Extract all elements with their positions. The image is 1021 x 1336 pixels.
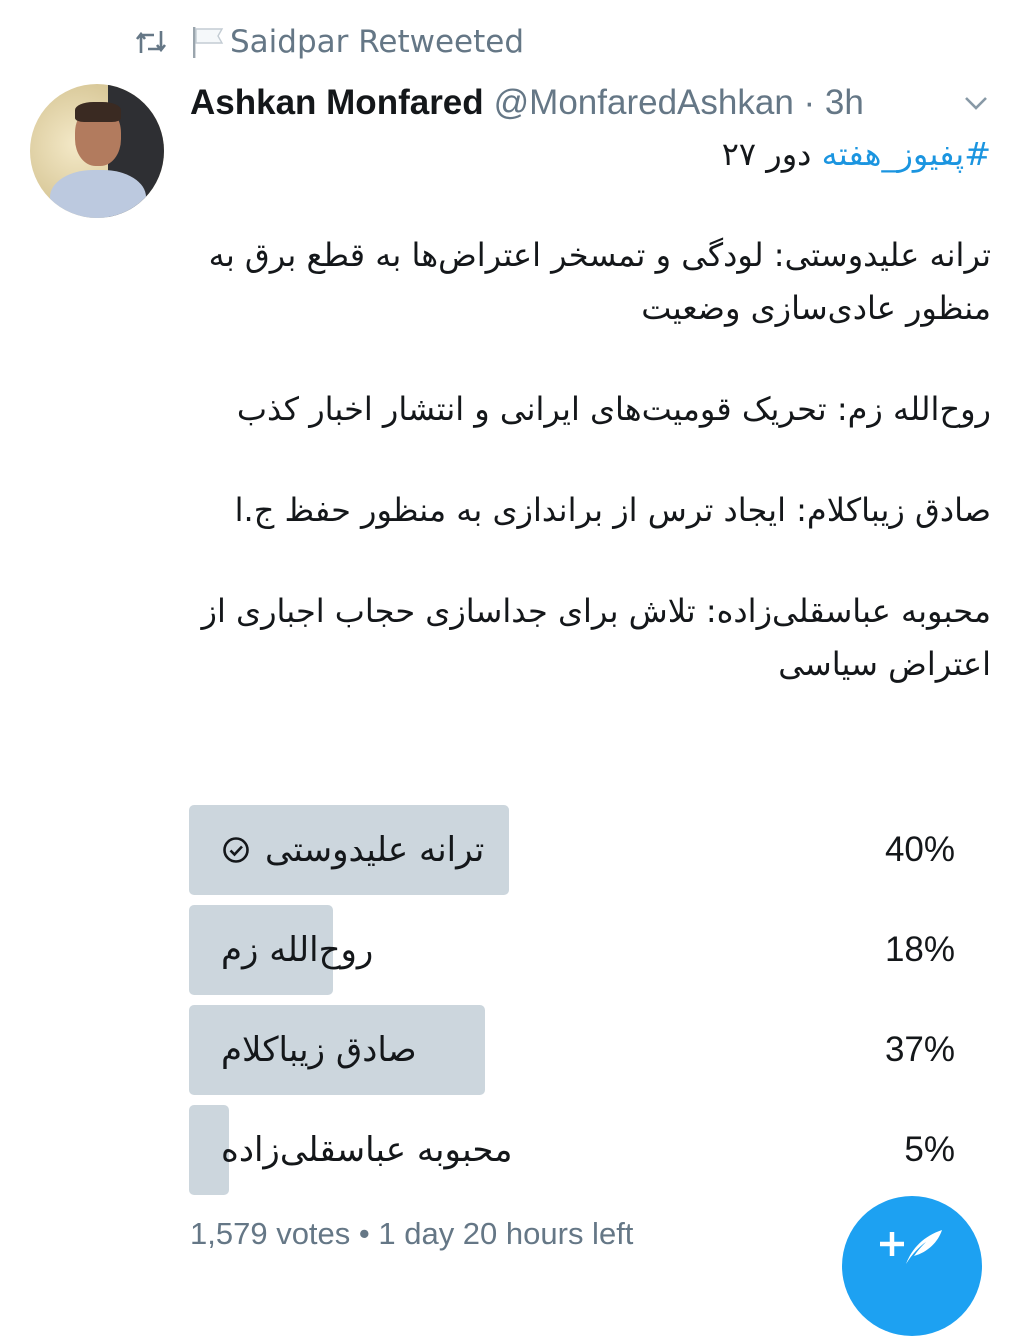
- author-handle-and-time[interactable]: @MonfaredAshkan · 3h: [493, 83, 864, 122]
- retweet-text: Saidpar Retweeted: [230, 24, 525, 60]
- check-circle-icon: [221, 835, 251, 865]
- tweet-paragraph: صادق زیباکلام: ایجاد ترس از براندازی به منظور حفظ ج.ا: [234, 491, 991, 529]
- tweet-paragraph: محبوبه عباسقلی‌زاده: تلاش برای جداسازی حجاب اجباری از اعتراض سیاسی: [201, 592, 991, 683]
- tweet-header: [190, 80, 991, 126]
- poll-percentage: 37%: [884, 1030, 955, 1069]
- poll: [189, 805, 955, 1205]
- poll-option-text: صادق زیباکلام: [221, 1030, 417, 1070]
- poll-footer: 1,579 votes • 1 day 20 hours left: [190, 1216, 634, 1251]
- author-name[interactable]: Ashkan Monfared: [190, 83, 484, 122]
- hashtag-line: [190, 128, 991, 181]
- poll-option-label: [221, 1005, 417, 1095]
- poll-option[interactable]: [189, 905, 955, 995]
- compose-button[interactable]: [842, 1196, 982, 1336]
- compose-tweet-icon: [880, 1226, 944, 1266]
- tweet-text: [190, 128, 991, 691]
- poll-option[interactable]: [189, 805, 955, 895]
- tweet-paragraph: ترانه علیدوستی: لودگی و تمسخر اعتراض‌ها به قطع برق به منظور عادی‌سازی وضعیت: [208, 236, 991, 327]
- retweet-context[interactable]: [134, 22, 524, 62]
- round-text: دور ۲۷: [721, 135, 822, 173]
- retweet-icon: [134, 27, 168, 57]
- poll-option-text: ترانه علیدوستی: [265, 830, 485, 870]
- avatar[interactable]: [30, 84, 164, 218]
- poll-option[interactable]: [189, 1005, 955, 1095]
- poll-option-label: [221, 1105, 513, 1195]
- poll-option-label: [221, 905, 373, 995]
- tweet-paragraph: روح‌الله زم: تحریک قومیت‌های ایرانی و انتشار اخبار کذب: [236, 390, 991, 428]
- poll-option-label: [221, 805, 484, 895]
- poll-percentage: 18%: [884, 930, 955, 969]
- flag-icon: [190, 25, 226, 59]
- poll-option-text: محبوبه عباسقلی‌زاده: [221, 1130, 513, 1170]
- hashtag-link[interactable]: #پفیوز_هفته: [821, 135, 991, 173]
- poll-percentage: 5%: [904, 1130, 955, 1169]
- poll-percentage: 40%: [884, 830, 955, 869]
- poll-option[interactable]: [189, 1105, 955, 1195]
- chevron-down-icon[interactable]: [961, 92, 991, 114]
- poll-option-text: روح‌الله زم: [221, 930, 374, 970]
